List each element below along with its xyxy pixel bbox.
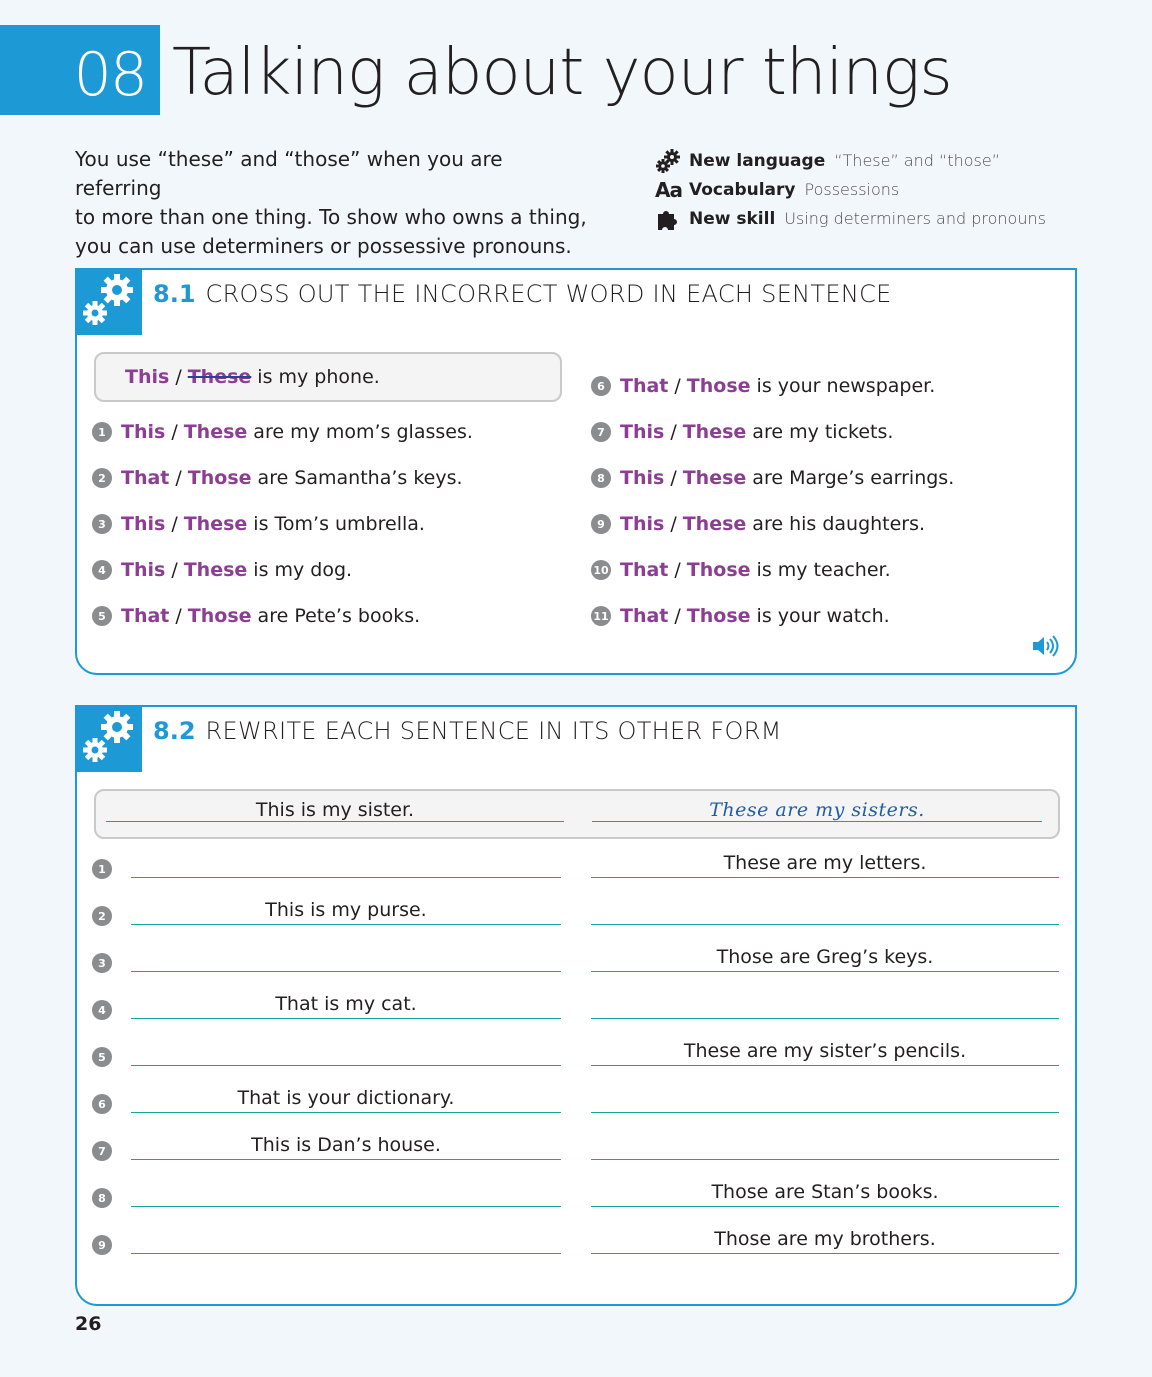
right-answer-line[interactable] xyxy=(591,1065,1059,1066)
option-b[interactable]: These xyxy=(183,513,248,535)
right-sentence: These are my letters. xyxy=(723,852,927,874)
option-a[interactable]: That xyxy=(620,605,669,627)
example-box: This / These is my phone. xyxy=(94,352,562,402)
exercise-item: 2 That / Those are Samantha’s keys. xyxy=(92,467,463,489)
option-a[interactable]: This xyxy=(121,421,166,443)
row-number-badge: 4 xyxy=(92,1000,112,1020)
left-answer-line[interactable] xyxy=(131,971,561,972)
left-sentence: That is your dictionary. xyxy=(237,1087,455,1109)
left-answer-line[interactable] xyxy=(131,924,561,925)
section-heading: 8.2 REWRITE EACH SENTENCE IN ITS OTHER FORM xyxy=(153,717,782,745)
row-number-badge: 7 xyxy=(92,1141,112,1161)
right-answer-line[interactable] xyxy=(591,1112,1059,1113)
left-answer-line[interactable] xyxy=(131,877,561,878)
crossed-out-word: These xyxy=(187,366,252,388)
row-number-badge: 6 xyxy=(92,1094,112,1114)
left-sentence: This is Dan’s house. xyxy=(251,1134,441,1156)
row-number-badge: 2 xyxy=(92,906,112,926)
option-b[interactable]: Those xyxy=(686,559,751,581)
right-sentence: Those are my brothers. xyxy=(714,1228,936,1250)
audio-speaker-icon[interactable] xyxy=(1031,635,1059,657)
vocabulary-aa-icon: Aa xyxy=(655,177,682,202)
right-answer-line[interactable] xyxy=(591,1206,1059,1207)
exercise-item: 6 That / Those is your newspaper. xyxy=(591,375,935,397)
left-answer-line[interactable] xyxy=(131,1018,561,1019)
left-answer-line[interactable] xyxy=(131,1206,561,1207)
row-number-badge: 5 xyxy=(92,1047,112,1067)
puzzle-icon xyxy=(655,207,689,231)
gears-icon xyxy=(655,149,689,173)
right-answer-line[interactable] xyxy=(591,1018,1059,1019)
option-a[interactable]: This xyxy=(620,467,665,489)
exercise-item: 7 This / These are my tickets. xyxy=(591,421,893,443)
left-sentence: That is my cat. xyxy=(275,993,417,1015)
option-a[interactable]: This xyxy=(620,513,665,535)
left-sentence: This is my purse. xyxy=(265,899,427,921)
option-a[interactable]: That xyxy=(620,559,669,581)
left-answer-line[interactable] xyxy=(131,1112,561,1113)
section-heading: 8.1 CROSS OUT THE INCORRECT WORD IN EACH SENTENCE xyxy=(153,280,892,308)
right-sentence: These are my sister’s pencils. xyxy=(683,1040,967,1062)
exercise-item: 10 That / Those is my teacher. xyxy=(591,559,891,581)
right-answer-line[interactable] xyxy=(591,1159,1059,1160)
option-b[interactable]: These xyxy=(682,421,747,443)
option-a[interactable]: That xyxy=(620,375,669,397)
right-sentence: Those are Stan’s books. xyxy=(711,1181,939,1203)
page-number: 26 xyxy=(75,1313,102,1335)
right-answer-line[interactable] xyxy=(591,1253,1059,1254)
left-answer-line[interactable] xyxy=(131,1065,561,1066)
chapter-tab xyxy=(0,25,160,115)
option-b[interactable]: These xyxy=(183,559,248,581)
chapter-number: 08 xyxy=(73,40,146,110)
right-answer-line[interactable] xyxy=(591,971,1059,972)
option-a[interactable]: This xyxy=(620,421,665,443)
row-number-badge: 3 xyxy=(92,953,112,973)
exercise-item: 3 This / These is Tom’s umbrella. xyxy=(92,513,425,535)
option-a[interactable]: This xyxy=(121,559,166,581)
exercise-item: 5 That / Those are Pete’s books. xyxy=(92,605,420,627)
exercise-8-2 xyxy=(75,705,1077,1306)
lesson-meta xyxy=(655,146,1135,233)
gears-icon xyxy=(75,705,142,772)
exercise-item: 8 This / These are Marge’s earrings. xyxy=(591,467,954,489)
exercise-item: 9 This / These are his daughters. xyxy=(591,513,925,535)
option-b[interactable]: These xyxy=(183,421,248,443)
row-number-badge: 9 xyxy=(92,1235,112,1255)
intro-text: You use “these” and “those” when you are referring to more than one thing. To show who owns a thing, you can use determiners or possessive pronouns. xyxy=(75,147,587,258)
exercise-item: 11 That / Those is your watch. xyxy=(591,605,890,627)
right-answer-line[interactable] xyxy=(591,877,1059,878)
option-b[interactable]: These xyxy=(682,513,747,535)
handwritten-answer: These are my sisters. xyxy=(709,799,925,821)
left-answer-line[interactable] xyxy=(131,1253,561,1254)
example-box: This is my sister. These are my sisters. xyxy=(94,789,1060,839)
meta-new-language: New language “These” and “those” xyxy=(655,146,1135,175)
option-a[interactable]: That xyxy=(121,467,170,489)
left-answer-line[interactable] xyxy=(131,1159,561,1160)
option-b[interactable]: These xyxy=(682,467,747,489)
right-answer-line[interactable] xyxy=(591,924,1059,925)
meta-vocabulary: Aa Vocabulary Possessions xyxy=(655,177,900,202)
option-b[interactable]: Those xyxy=(187,467,252,489)
exercise-item: 4 This / These is my dog. xyxy=(92,559,352,581)
exercise-item: 1 This / These are my mom’s glasses. xyxy=(92,421,473,443)
option-a[interactable]: That xyxy=(121,605,170,627)
exercise-8-1 xyxy=(75,268,1077,675)
right-sentence: Those are Greg’s keys. xyxy=(716,946,934,968)
option-b[interactable]: Those xyxy=(686,605,751,627)
row-number-badge: 1 xyxy=(92,859,112,879)
option-b[interactable]: Those xyxy=(187,605,252,627)
row-number-badge: 8 xyxy=(92,1188,112,1208)
gears-icon xyxy=(75,268,142,335)
option-b[interactable]: Those xyxy=(686,375,751,397)
meta-new-skill: New skill Using determiners and pronouns xyxy=(655,204,1135,233)
page-title: Talking about your things xyxy=(172,36,952,110)
option-a[interactable]: This xyxy=(121,513,166,535)
